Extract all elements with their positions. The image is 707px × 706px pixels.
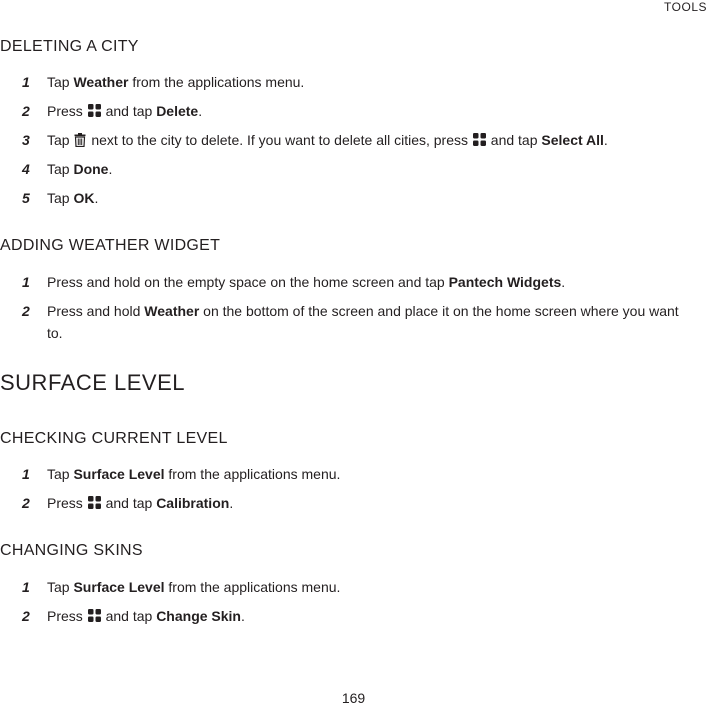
trash-icon: [74, 133, 86, 147]
step-number: 2: [22, 103, 30, 119]
step-number: 1: [22, 74, 30, 90]
menu-grid-icon: [88, 609, 101, 622]
step-item: [22, 271, 697, 293]
step-item: [22, 187, 697, 209]
heading-adding-weather-widget: ADDING WEATHER WIDGET: [0, 237, 221, 254]
step-number: 2: [22, 608, 30, 624]
step-number: 1: [22, 274, 30, 290]
step-text: Press and hold on the empty space on the home screen and tap Pantech Widgets.: [47, 274, 566, 290]
step-item: [22, 100, 697, 122]
heading-checking-current-level: CHECKING CURRENT LEVEL: [0, 430, 228, 447]
step-text: Tap Done.: [47, 161, 113, 177]
menu-grid-icon: [88, 104, 101, 117]
step-text: Tap Weather from the applications menu.: [47, 74, 305, 90]
menu-grid-icon: [88, 496, 101, 509]
step-item: [22, 129, 697, 151]
step-item: [22, 605, 697, 627]
step-number: 1: [22, 579, 30, 595]
step-item: [22, 300, 697, 344]
step-item: [22, 576, 697, 598]
step-text: Press and tap Calibration.: [47, 495, 234, 511]
step-item: [22, 158, 697, 180]
menu-grid-icon: [473, 133, 486, 146]
section-label: TOOLS: [664, 0, 707, 14]
step-number: 5: [22, 190, 30, 206]
step-number: 4: [22, 161, 30, 177]
step-number: 2: [22, 303, 30, 319]
page-number: 169: [341, 690, 366, 706]
step-text: Tap Surface Level from the applications menu.: [47, 466, 341, 482]
heading-deleting-a-city: DELETING A CITY: [0, 38, 139, 55]
step-item: [22, 463, 697, 485]
step-number: 1: [22, 466, 30, 482]
step-number: 3: [22, 132, 30, 148]
heading-changing-skins: CHANGING SKINS: [0, 542, 143, 559]
step-text: Press and tap Change Skin.: [47, 608, 245, 624]
step-text: Press and hold Weather on the bottom of the screen and place it on the home screen where you want to.: [47, 303, 679, 341]
section-title-surface-level: SURFACE LEVEL: [0, 370, 186, 395]
step-item: [22, 492, 697, 514]
step-item: [22, 71, 697, 93]
step-number: 2: [22, 495, 30, 511]
step-text: Press and tap Delete.: [47, 103, 203, 119]
step-text: Tap Surface Level from the applications menu.: [47, 579, 341, 595]
step-text: Tap next to the city to delete. If you want to delete all cities, press and tap Select All.: [47, 132, 608, 148]
step-text: Tap OK.: [47, 190, 99, 206]
